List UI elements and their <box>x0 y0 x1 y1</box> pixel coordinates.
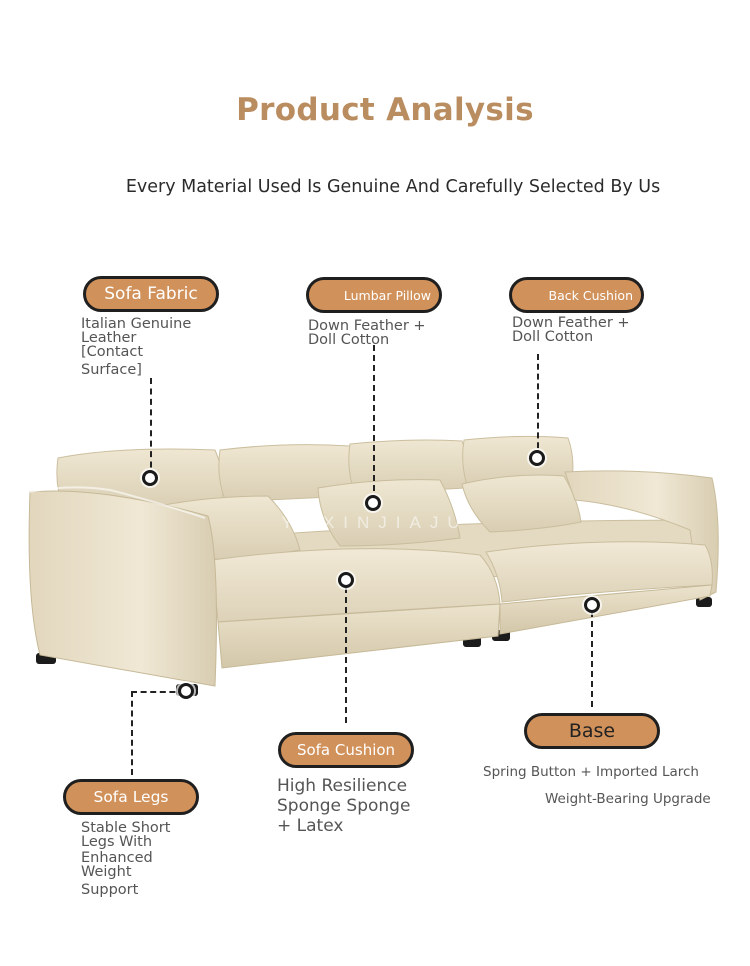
base-label: Base <box>524 713 660 749</box>
sofa-cushion-leader <box>345 587 347 723</box>
desc-line: Down Feather + <box>512 315 630 331</box>
page-title: Product Analysis <box>236 92 534 128</box>
desc-line: Legs With <box>81 834 153 850</box>
sofa-legs-dot <box>178 683 194 699</box>
back-cushion-leader <box>537 354 539 458</box>
sofa-fabric-desc <box>81 317 191 377</box>
sofa-cushion-dot <box>338 572 354 588</box>
sofa-fabric-label: Sofa Fabric <box>83 276 219 312</box>
sofa-legs-desc <box>81 821 170 897</box>
back-cushion-dot <box>529 450 545 466</box>
desc-line: Italian Genuine <box>81 316 192 332</box>
desc-line: Enhanced <box>81 850 153 866</box>
watermark-text: YUXINJIAJU <box>281 513 469 532</box>
back-cushion-label: Back Cushion <box>509 277 644 313</box>
desc-line: Stable Short <box>81 820 171 836</box>
desc-line: Doll Cotton <box>512 329 594 345</box>
desc-line: Weight <box>81 864 132 880</box>
base-dot <box>584 597 600 613</box>
desc-line: Leather <box>81 330 137 346</box>
sofa-cushion-label: Sofa Cushion <box>278 732 414 768</box>
desc-line: Doll Cotton <box>308 332 390 348</box>
sofa-legs-leader-v <box>131 691 133 775</box>
lumbar-pillow-dot <box>365 495 381 511</box>
page-subtitle: Every Material Used Is Genuine And Carefully Selected By Us <box>125 177 661 197</box>
sofa-legs-label: Sofa Legs <box>63 779 199 815</box>
desc-line: High Resilience <box>277 776 408 796</box>
desc-line: + Latex <box>277 816 344 836</box>
sofa-fabric-leader <box>150 378 152 478</box>
lumbar-pillow-label: Lumbar Pillow <box>306 277 442 313</box>
desc-line: Down Feather + <box>308 318 426 334</box>
lumbar-pillow-desc <box>308 319 426 347</box>
desc-line: [Contact <box>81 344 144 360</box>
desc-line: Sponge Sponge <box>277 796 411 816</box>
lumbar-pillow-leader <box>373 345 375 501</box>
base-leader <box>591 611 593 707</box>
base-desc-line-2: Weight-Bearing Upgrade <box>545 791 711 807</box>
sofa-fabric-dot <box>142 470 158 486</box>
back-cushion-desc <box>512 316 630 344</box>
base-desc-line-1: Spring Button + Imported Larch <box>483 764 699 780</box>
desc-line: Support <box>81 882 139 898</box>
sofa-legs-leader-h <box>131 691 185 693</box>
desc-line: Surface] <box>81 362 142 378</box>
sofa-cushion-desc <box>277 776 410 836</box>
